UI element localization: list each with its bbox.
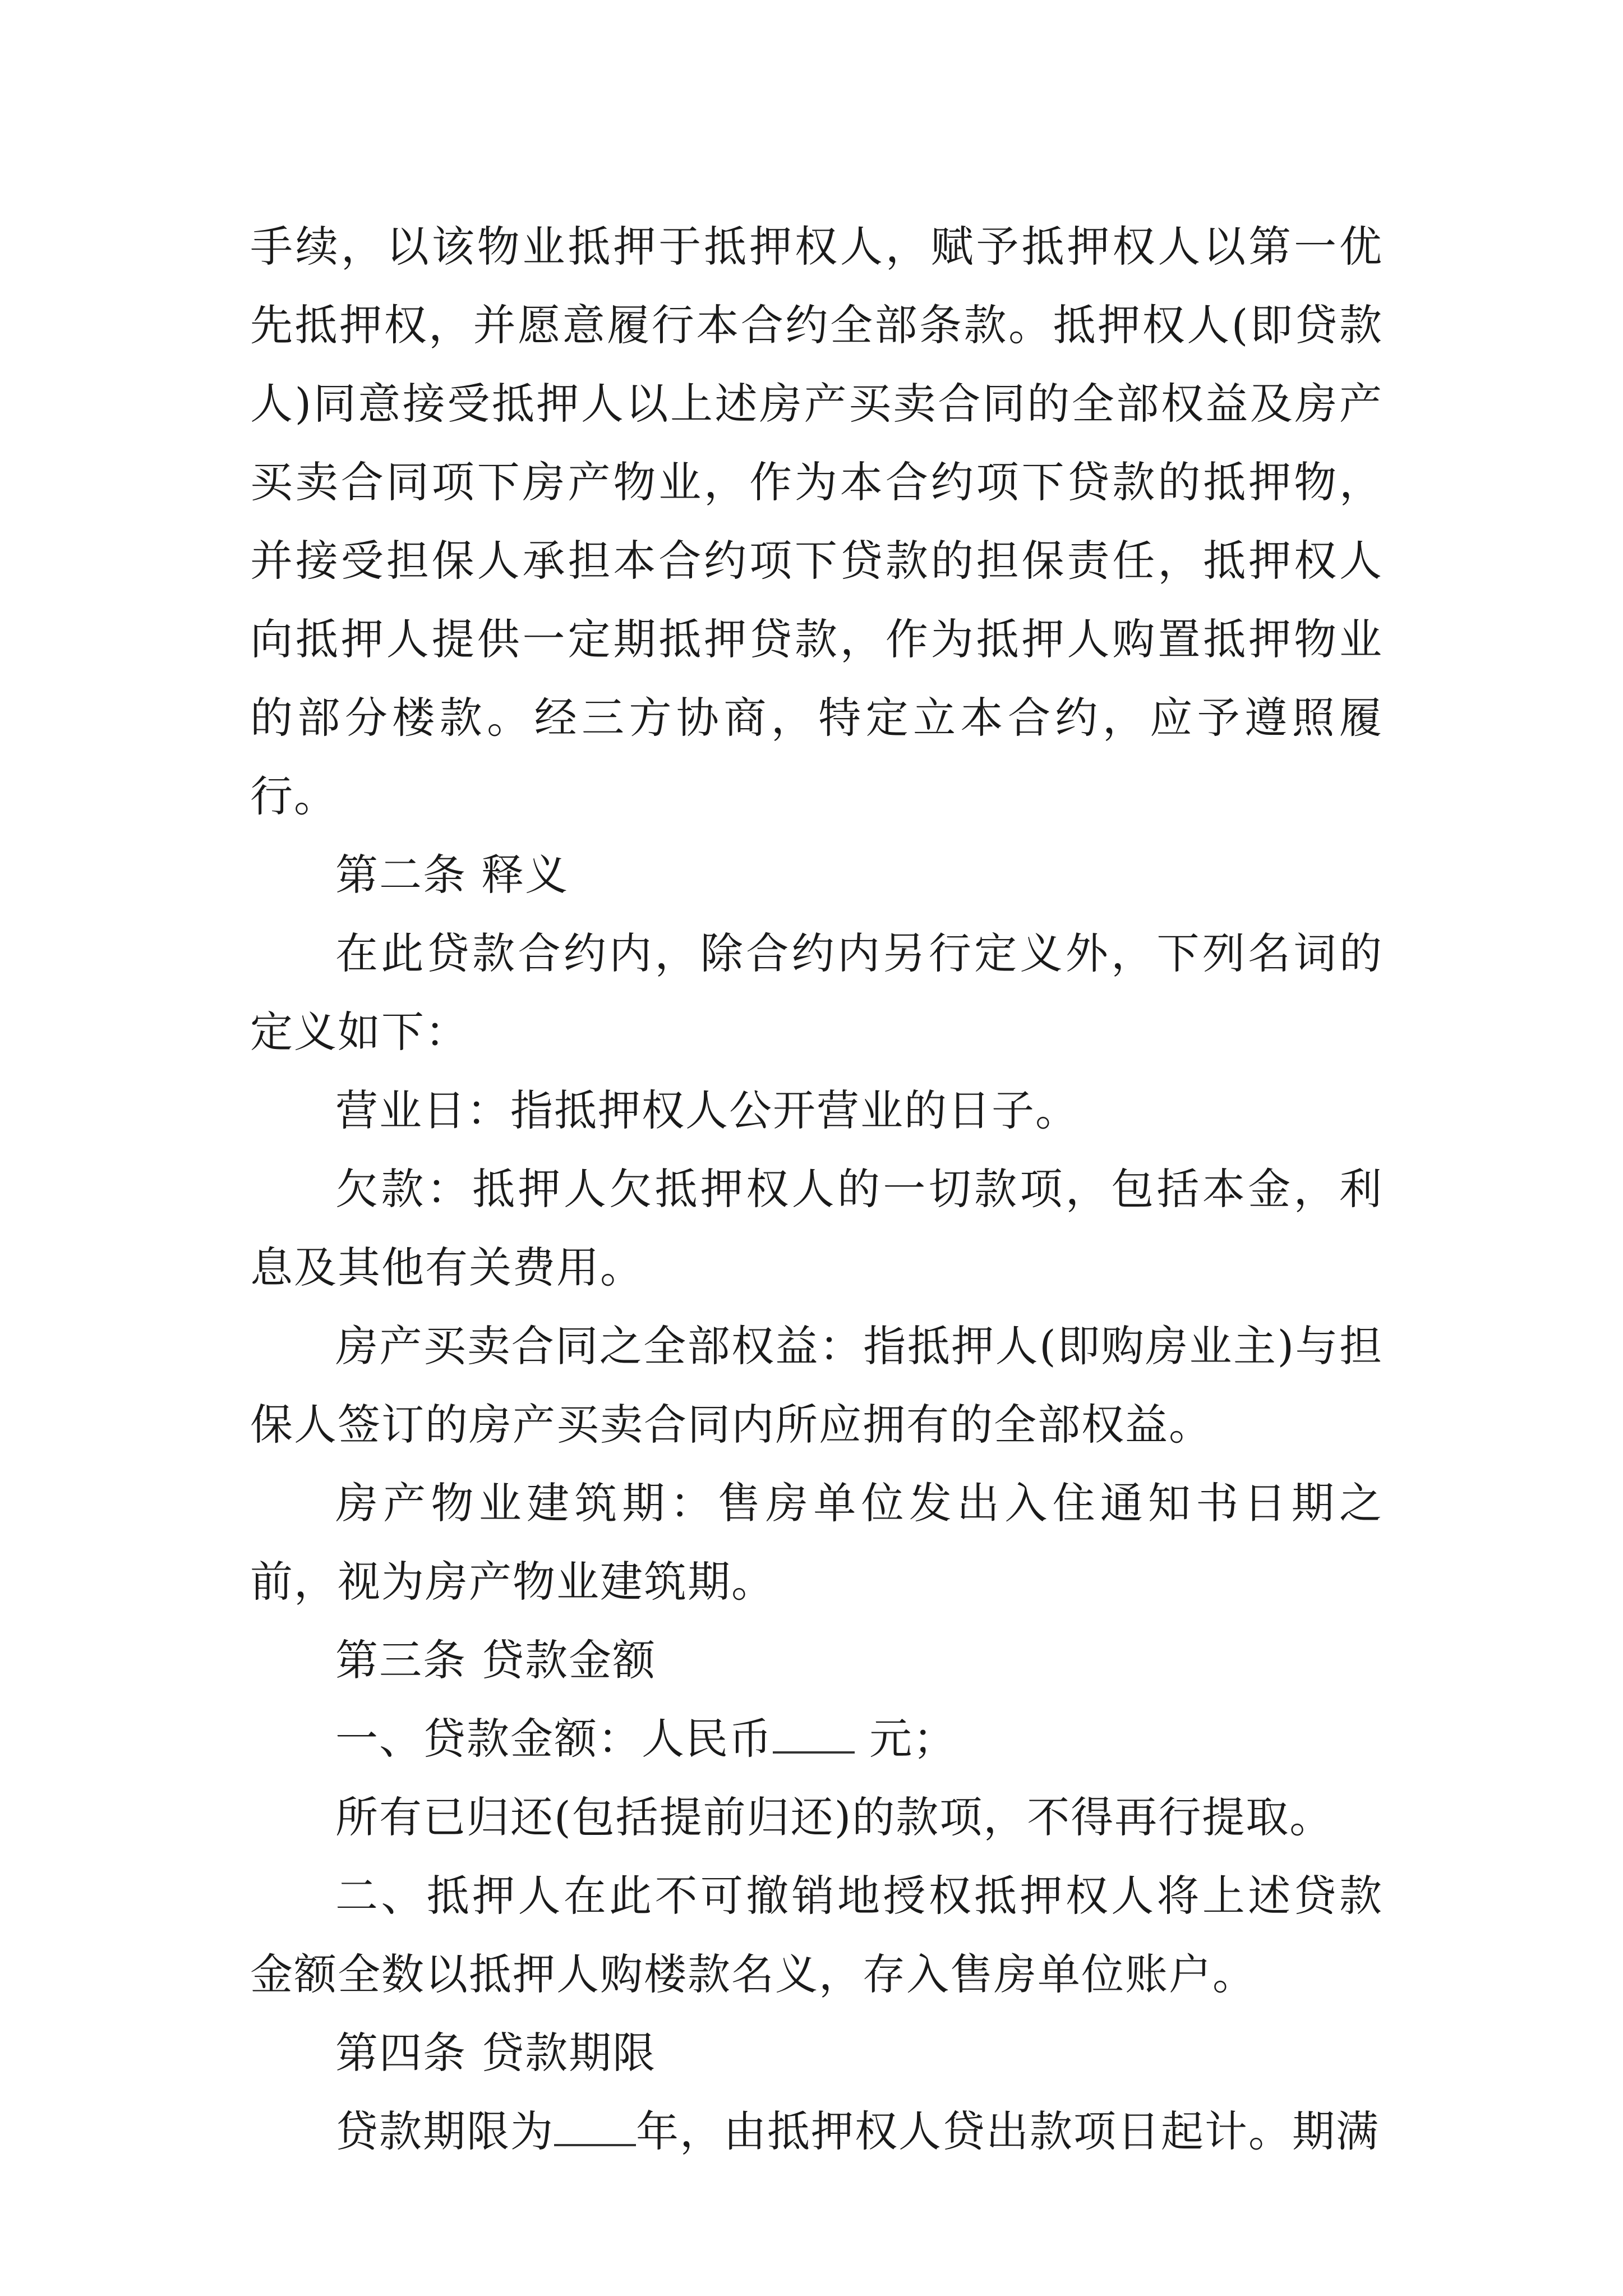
article-4-title: 第四条 贷款期限 [335, 2028, 657, 2078]
loan-term-text: 年，由抵押权人贷出款项日起计。期满 [636, 2106, 1380, 2156]
article-3-title: 第三条 贷款金额 [335, 1635, 657, 1685]
definition-contract-rights: 房产买卖合同之全部权益：指抵押人(即购房业主)与担保人签订的房产买卖合同内所应拥有的全部权益。 [250, 1321, 1383, 1450]
article-3-note: 所有已归还(包括提前归还)的款项，不得再行提取。 [335, 1792, 1334, 1842]
document-body [250, 208, 1383, 2171]
paragraph-contract-intro: 手续，以该物业抵押于抵押权人，赋予抵押权人以第一优先抵押权，并愿意履行本合约全部条款。抵押权人(即贷款人)同意接受抵押人以上述房产买卖合同的全部权益及房产买卖合同项下房产物业，作为本合约项下贷款的抵押物，并接受担保人承担本合约项下贷款的担保责任，抵押权人向抵押人提供一定期抵押贷款，作为抵押人购置抵押物业的部分楼款。经三方协商，特定立本合约，应予遵照履行。 [250, 222, 1383, 821]
definition-debt: 欠款：抵押人欠抵押权人的一切款项，包括本金，利息及其他有关费用。 [250, 1164, 1383, 1292]
definition-business-day: 营业日：指抵押权人公开营业的日子。 [335, 1085, 1079, 1135]
loan-amount-blank [773, 1715, 855, 1754]
article-4-text [250, 2092, 1383, 2171]
article-2-title: 第二条 释义 [335, 850, 569, 900]
loan-amount-label: 一、贷款金额：人民币 [335, 1714, 773, 1764]
article-2-intro: 在此贷款合约内，除合约内另行定义外，下列名词的定义如下： [250, 928, 1383, 1057]
loan-term-label: 贷款期限为 [335, 2106, 554, 2156]
definition-construction-period: 房产物业建筑期：售房单位发出入住通知书日期之前，视为房产物业建筑期。 [250, 1478, 1383, 1607]
loan-amount-unit: 元； [855, 1714, 957, 1764]
article-3-item-2: 二、抵押人在此不可撤销地授权抵押权人将上述贷款金额全数以抵押人购楼款名义，存入售房单位账户。 [250, 1871, 1383, 1999]
loan-term-blank [554, 2108, 636, 2146]
article-3-item-1 [250, 1700, 1383, 1778]
